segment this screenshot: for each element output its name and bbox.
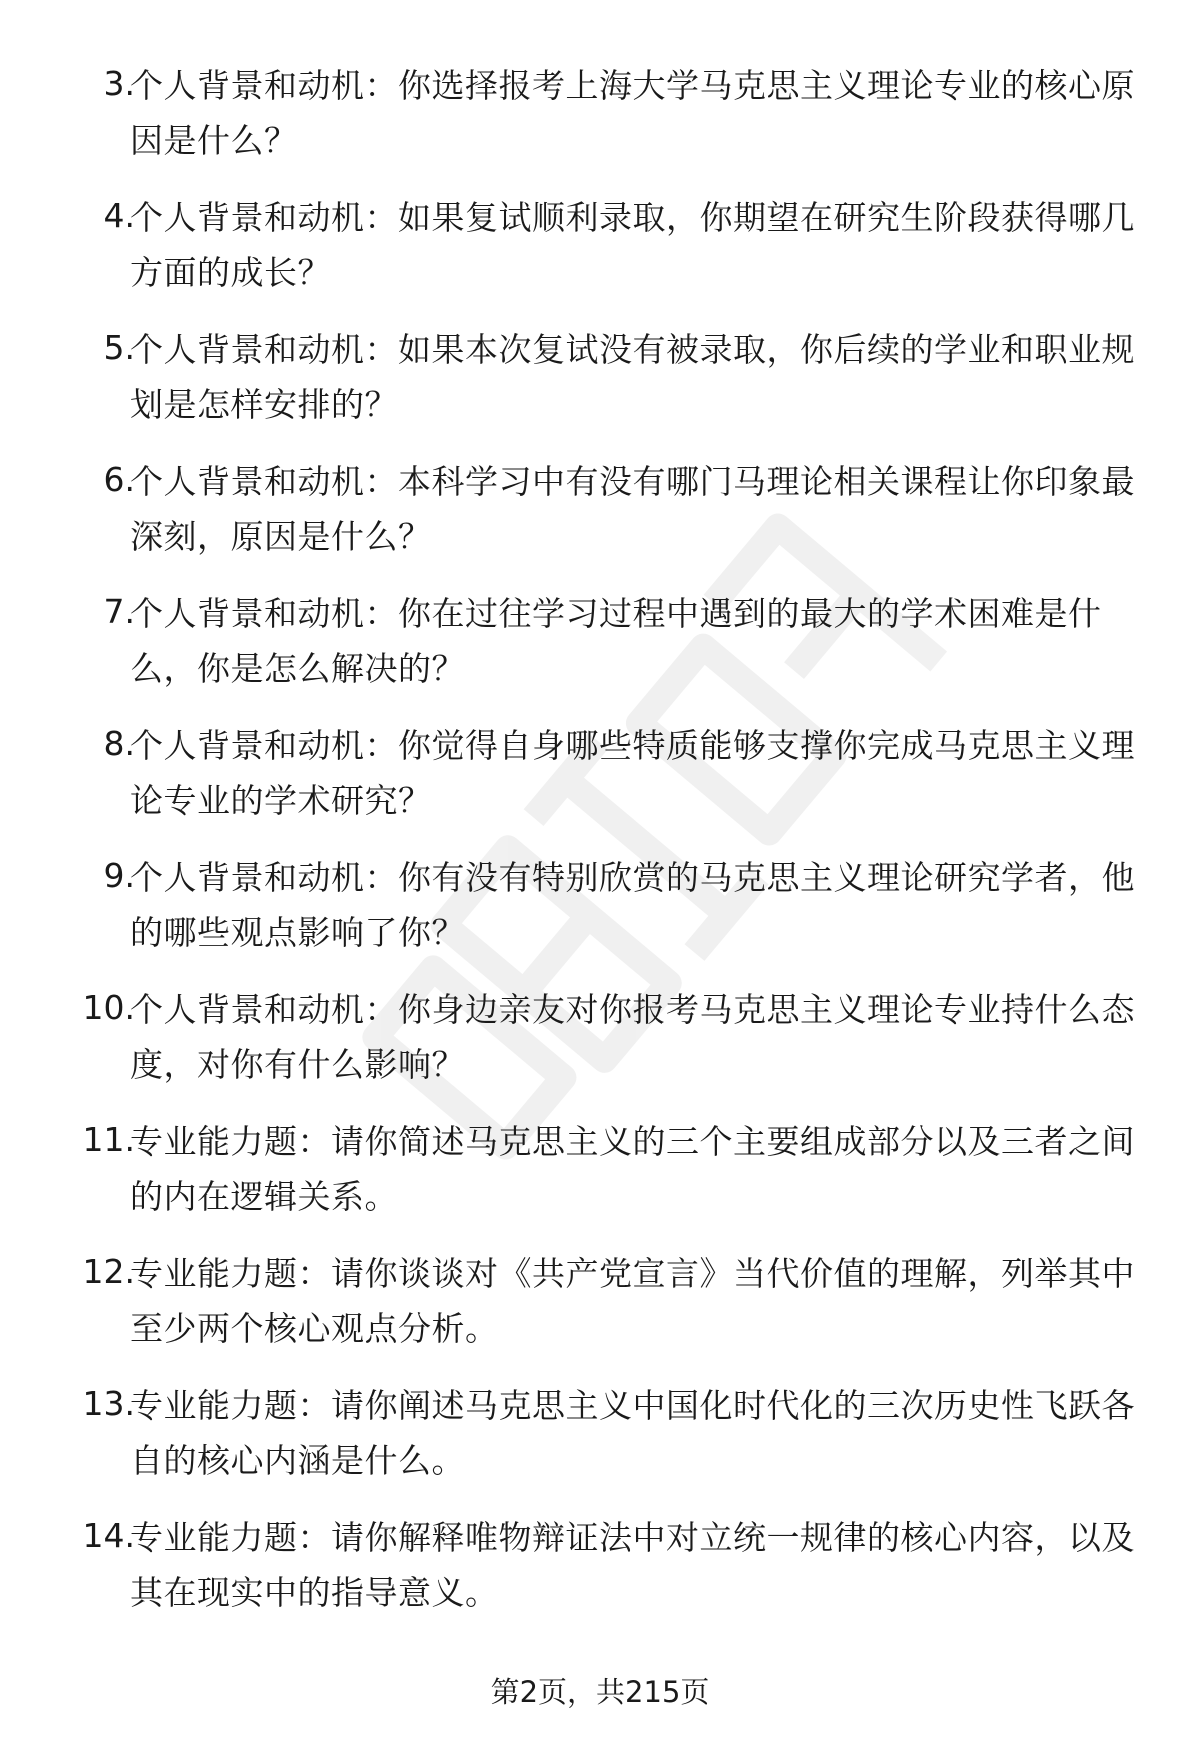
question-number: 8. xyxy=(103,724,135,763)
page-footer: 第2页，共215页 xyxy=(490,1675,710,1709)
question-text: 个人背景和动机：你在过往学习过程中遇到的最大的学术困难是什么，你是怎么解决的？ xyxy=(130,594,1102,688)
question-text: 个人背景和动机：你有没有特别欣赏的马克思主义理论研究学者，他的哪些观点影响了你？ xyxy=(130,858,1135,952)
question-item xyxy=(0,1246,1200,1362)
question-item xyxy=(0,58,1200,174)
question-list xyxy=(0,58,1200,1642)
question-text: 个人背景和动机：如果复试顺利录取，你期望在研究生阶段获得哪几方面的成长？ xyxy=(130,198,1135,292)
question-item xyxy=(0,586,1200,702)
question-item xyxy=(0,1510,1200,1626)
question-text: 专业能力题：请你简述马克思主义的三个主要组成部分以及三者之间的内在逻辑关系。 xyxy=(130,1122,1135,1216)
question-text: 个人背景和动机：你觉得自身哪些特质能够支撑你完成马克思主义理论专业的学术研究？ xyxy=(130,726,1135,820)
question-text: 个人背景和动机：如果本次复试没有被录取，你后续的学业和职业规划是怎样安排的？ xyxy=(130,330,1135,424)
question-text: 个人背景和动机：本科学习中有没有哪门马理论相关课程让你印象最深刻，原因是什么？ xyxy=(130,462,1135,556)
question-text: 个人背景和动机：你身边亲友对你报考马克思主义理论专业持什么态度，对你有什么影响？ xyxy=(130,990,1135,1084)
question-number: 5. xyxy=(103,328,135,367)
question-number: 12. xyxy=(82,1252,135,1291)
question-item xyxy=(0,454,1200,570)
question-item xyxy=(0,322,1200,438)
question-number: 10. xyxy=(82,988,135,1027)
question-number: 11. xyxy=(82,1120,135,1159)
question-number: 3. xyxy=(103,64,135,103)
question-item xyxy=(0,1378,1200,1494)
question-number: 7. xyxy=(103,592,135,631)
question-number: 13. xyxy=(82,1384,135,1423)
question-item xyxy=(0,850,1200,966)
question-item xyxy=(0,718,1200,834)
question-text: 专业能力题：请你解释唯物辩证法中对立统一规律的核心内容，以及其在现实中的指导意义。 xyxy=(130,1518,1135,1612)
question-item xyxy=(0,1114,1200,1230)
question-number: 14. xyxy=(82,1516,135,1555)
question-text: 专业能力题：请你谈谈对《共产党宣言》当代价值的理解，列举其中至少两个核心观点分析。 xyxy=(130,1254,1135,1348)
question-text: 个人背景和动机：你选择报考上海大学马克思主义理论专业的核心原因是什么？ xyxy=(130,66,1135,160)
question-number: 6. xyxy=(103,460,135,499)
question-number: 9. xyxy=(103,856,135,895)
question-text: 专业能力题：请你阐述马克思主义中国化时代化的三次历史性飞跃各自的核心内涵是什么。 xyxy=(130,1386,1135,1480)
question-item xyxy=(0,190,1200,306)
question-number: 4. xyxy=(103,196,135,235)
question-item xyxy=(0,982,1200,1098)
